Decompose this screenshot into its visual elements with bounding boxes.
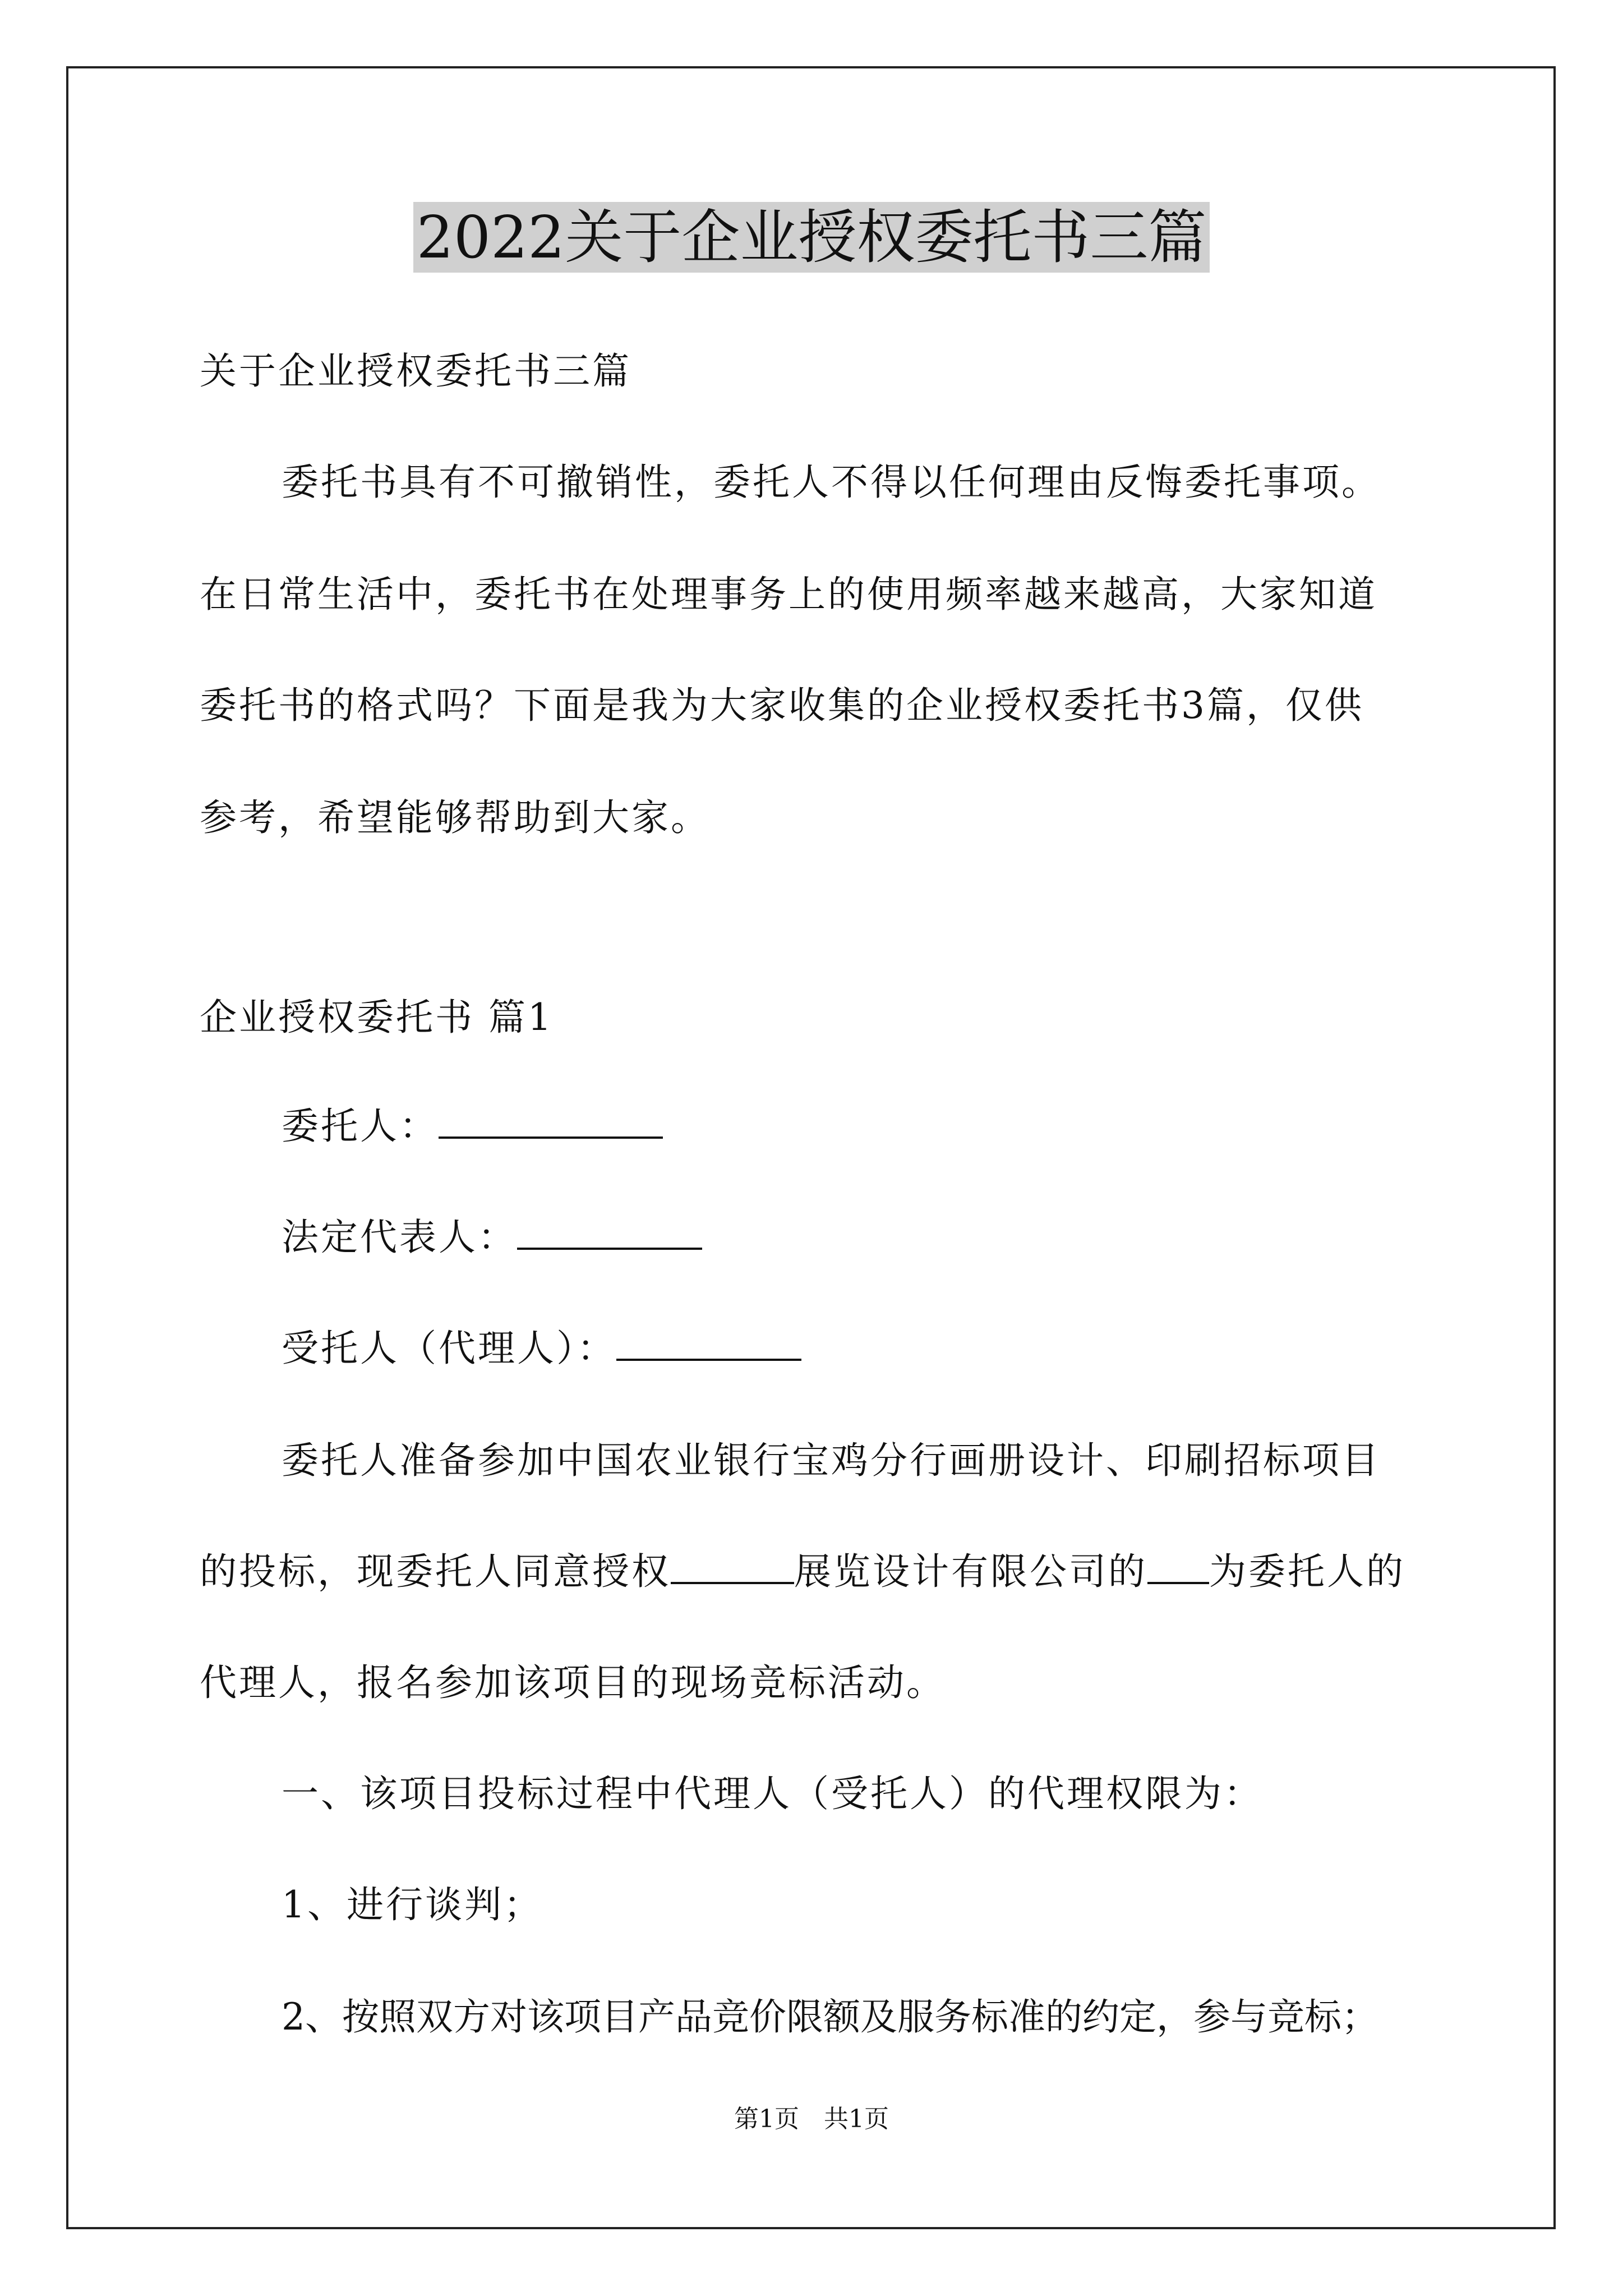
list-item-2: 2、按照双方对该项目产品竞价限额及服务标准的约定，参与竞标；: [282, 1995, 1378, 2039]
agent-field: [282, 1326, 801, 1371]
body-line-2-part-c: 为委托人的: [1209, 1550, 1405, 1593]
body-line-1: 委托人准备参加中国农业银行宝鸡分行画册设计、印刷招标项目: [282, 1439, 1381, 1482]
body-line-2-part-b: 展览设计有限公司的: [794, 1550, 1147, 1593]
intro-line-1: 委托书具有不可撤销性，委托人不得以任何理由反悔委托事项。: [282, 461, 1381, 504]
company-blank-line: [671, 1549, 794, 1584]
section-heading: 企业授权委托书 篇1: [200, 996, 554, 1039]
legal-representative-label: 法定代表人：: [282, 1216, 517, 1259]
principal-blank-line: [439, 1104, 663, 1139]
legal-representative-blank-line: [517, 1215, 702, 1250]
document-title: 2022关于企业授权委托书三篇: [0, 201, 1623, 274]
principal-field: [282, 1104, 663, 1149]
person-blank-line: [1147, 1549, 1209, 1584]
scope-heading: 一、该项目投标过程中代理人（受托人）的代理权限为：: [282, 1772, 1263, 1815]
principal-label: 委托人：: [282, 1105, 439, 1148]
legal-representative-field: [282, 1215, 702, 1260]
body-line-2-part-a: 的投标，现委托人同意授权: [200, 1550, 671, 1593]
document-subtitle: 关于企业授权委托书三篇: [200, 349, 631, 393]
intro-line-4: 参考，希望能够帮助到大家。: [200, 796, 710, 839]
intro-line-3: 委托书的格式吗？下面是我为大家收集的企业授权委托书3篇，仅供: [200, 684, 1364, 727]
agent-label: 受托人（代理人）：: [282, 1327, 616, 1370]
intro-line-2: 在日常生活中，委托书在处理事务上的使用频率越来越高，大家知道: [200, 573, 1377, 616]
agent-blank-line: [616, 1326, 801, 1361]
list-item-1: 1、进行谈判；: [282, 1883, 543, 1926]
page-footer: 第1页 共1页: [734, 2105, 889, 2133]
body-line-2: [200, 1549, 1405, 1594]
body-line-3: 代理人，报名参加该项目的现场竞标活动。: [200, 1661, 946, 1704]
